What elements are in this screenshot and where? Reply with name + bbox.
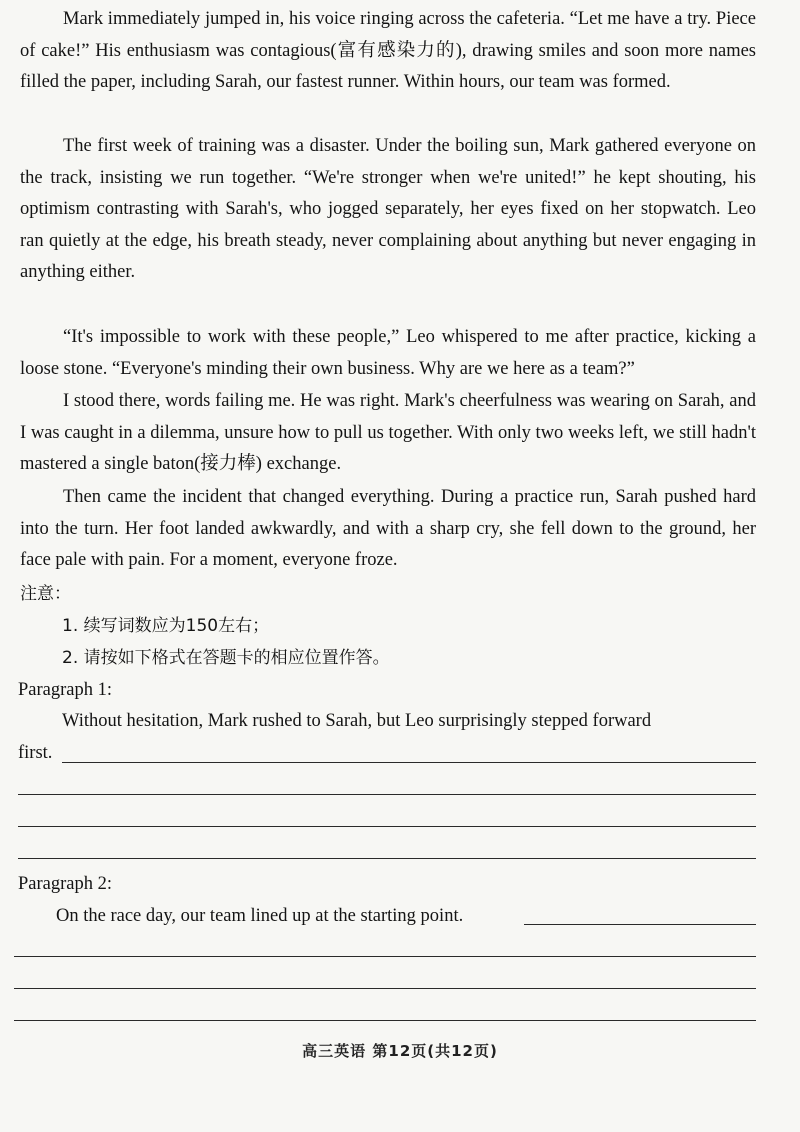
paragraph-1-starter-end: first. <box>18 743 53 763</box>
answer-line <box>14 988 756 989</box>
answer-line <box>62 762 756 763</box>
answer-line <box>524 924 756 925</box>
story-paragraph-5: Then came the incident that changed everything. During a practice run, Sarah pushed hard into the turn. Her foot landed awkwardly, and with a sharp cry, she fell down to the ground, her face pale with pain. For a moment, everyone froze. <box>20 487 756 571</box>
page-footer: 高三英语 第12页(共12页) <box>302 1042 498 1060</box>
paragraph-1-starter: Without hesitation, Mark rushed to Sarah, but Leo surprisingly stepped forward <box>62 711 652 731</box>
answer-line <box>18 826 756 827</box>
answer-line <box>18 794 756 795</box>
paragraph-2-starter: On the race day, our team lined up at the starting point. <box>56 906 464 926</box>
answer-line <box>14 956 756 957</box>
story-paragraph-2: The first week of training was a disaster. Under the boiling sun, Mark gathered everyone on the track, insisting we run together. “We're stronger when we're united!” he kept shouting, his optimism contrasting with Sarah's, who jogged separately, her eyes fixed on her stopwatch. Leo ran quietly at the edge, his breath steady, never complaining about anything but never engaging in anything either. <box>20 136 756 283</box>
story-paragraph-3: “It's impossible to work with these people,” Leo whispered to me after practice, kicking a loose stone. “Everyone's minding their own business. Why are we here as a team?” <box>20 327 756 379</box>
story-paragraph-4: I stood there, words failing me. He was right. Mark's cheerfulness was wearing on Sarah, and I was caught in a dilemma, unsure how to pull us together. With only two weeks left, we still hadn't mastered a single baton(接力棒) exchange. <box>20 391 756 475</box>
notes-item-word-count: 1. 续写词数应为150左右； <box>62 616 270 636</box>
notes-title: 注意： <box>20 584 71 604</box>
story-paragraph-1: Mark immediately jumped in, his voice ringing across the cafeteria. “Let me have a try. Piece of cake!” His enthusiasm was contagious(富有感染力的), drawing smiles and soon more names filled the paper, including Sarah, our fastest runner. Within hours, our team was formed. <box>20 9 756 93</box>
notes-item-format: 2. 请按如下格式在答题卡的相应位置作答。 <box>62 648 390 668</box>
paragraph-2-label: Paragraph 2: <box>18 874 113 894</box>
answer-line <box>18 858 756 859</box>
answer-line <box>14 1020 756 1021</box>
paragraph-1-label: Paragraph 1: <box>18 680 113 700</box>
